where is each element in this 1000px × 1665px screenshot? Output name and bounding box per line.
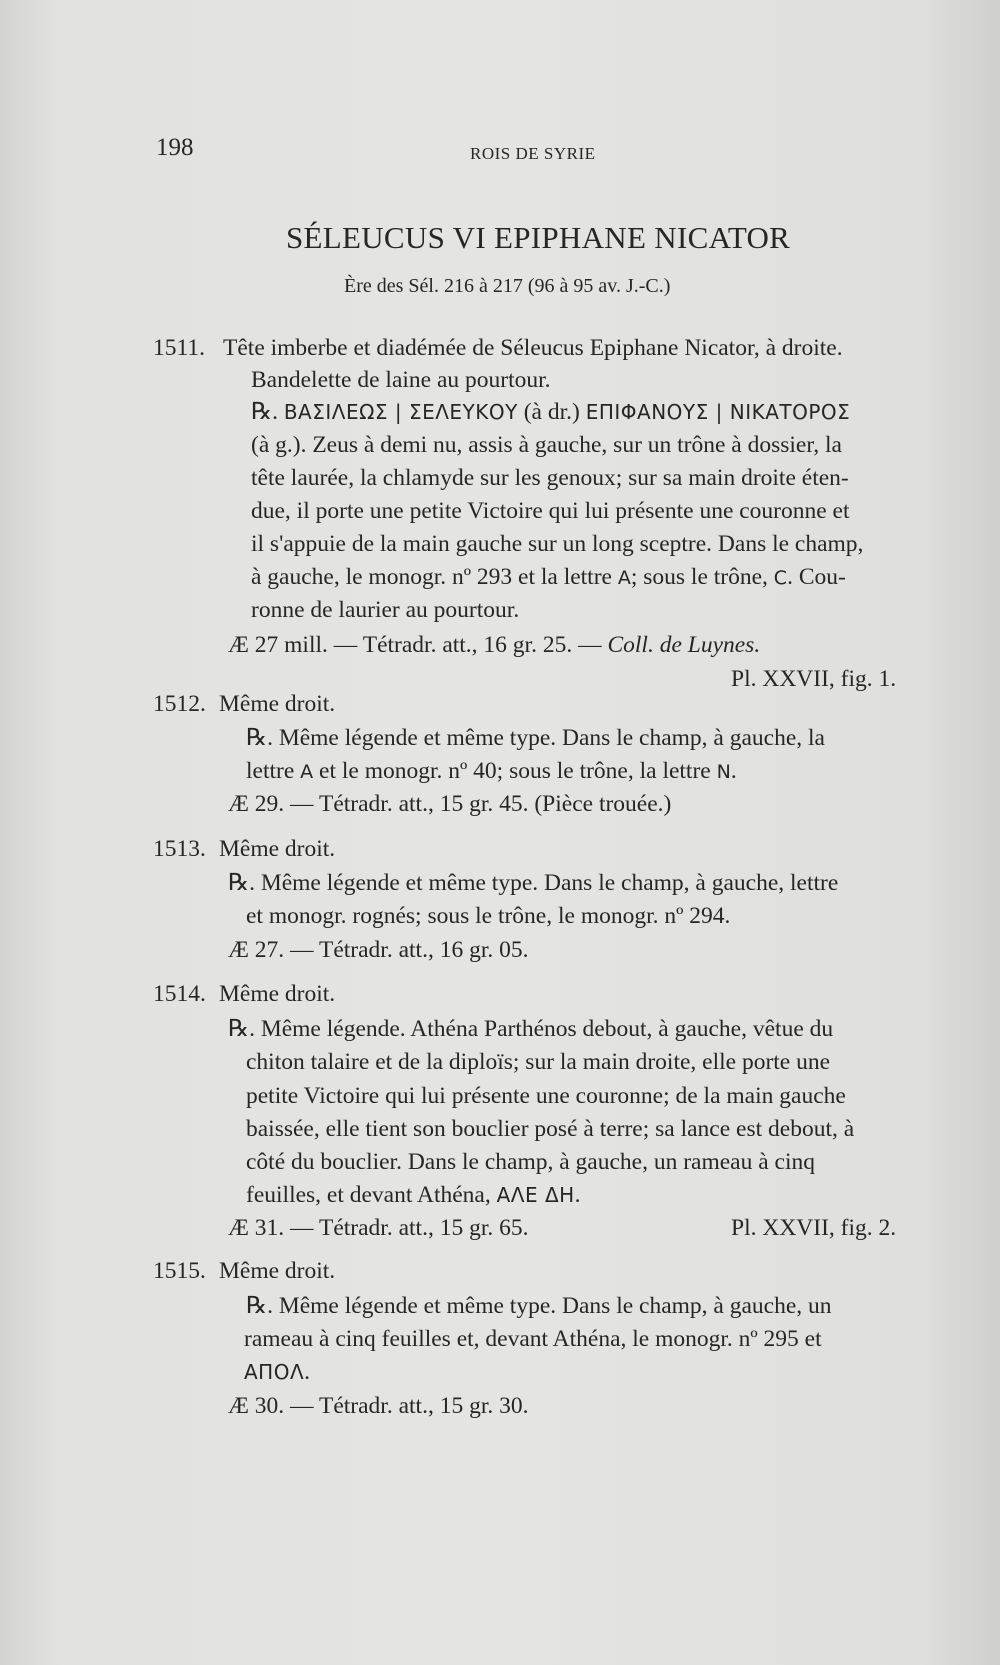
entry-number: 1513. [153, 836, 206, 862]
metal-mark: Æ [228, 1393, 249, 1419]
field-letter: N [716, 761, 731, 783]
entry-number: 1514. [153, 981, 206, 1007]
specs-line: Æ 27. — Tétradr. att., 16 gr. 05. [228, 937, 529, 963]
reverse-line: due, il porte une petite Victoire qui lui présente une couronne et [251, 498, 850, 524]
reverse-line: rameau à cinq feuilles et, devant Athéna, le monogr. nº 295 et [244, 1326, 822, 1352]
reverse-line: tête laurée, la chlamyde sur les genoux; sur sa main droite éten- [251, 465, 849, 491]
field-letter: A [300, 761, 314, 783]
greek-legend: ΒΑΣΙΛΕΩΣ | ΣΕΛΕΥΚΟΥ [283, 400, 518, 424]
field-letter: Ϲ [773, 567, 788, 589]
plate-reference: Pl. XXVII, fig. 1. [731, 666, 897, 692]
greek-legend: ΑΛΕ ΔΗ [496, 1183, 575, 1207]
reverse-legend-line [251, 401, 850, 425]
specs-line: Æ 30. — Tétradr. att., 15 gr. 30. [228, 1393, 529, 1419]
reverse-line: il s'appuie de la main gauche sur un long sceptre. Dans le champ, [251, 531, 864, 557]
reverse-line: chiton talaire et de la diploïs; sur la main droite, elle porte une [246, 1049, 831, 1075]
reverse-line: côté du bouclier. Dans le champ, à gauche, un rameau à cinq [246, 1149, 815, 1175]
section-title: SÉLEUCUS VI EPIPHANE NICATOR [286, 220, 791, 255]
obverse-line: Bandelette de laine au pourtour. [251, 367, 551, 393]
metal-mark: Æ [228, 1215, 249, 1241]
reverse-line: baissée, elle tient son bouclier posé à terre; sa lance est debout, à [246, 1116, 855, 1142]
reverse-line: ℞. Même légende et même type. Dans le champ, à gauche, lettre [228, 870, 839, 896]
obverse-line: Même droit. [219, 981, 336, 1007]
reverse-mark: ℞. [251, 399, 278, 425]
page-number: 198 [156, 134, 194, 161]
obverse-line: Même droit. [219, 1258, 336, 1284]
reverse-line: ΑΠΟΛ. [244, 1359, 311, 1385]
specs-line: Æ 29. — Tétradr. att., 15 gr. 45. (Pièce trouée.) [228, 791, 672, 817]
reverse-mark: ℞. [228, 870, 255, 896]
reverse-line: ℞. Même légende et même type. Dans le champ, à gauche, la [246, 725, 825, 751]
legend-position: (à dr.) [523, 399, 580, 425]
greek-legend: ΑΠΟΛ [244, 1360, 305, 1384]
collection: Coll. de Luynes. [607, 632, 761, 658]
specs-line: Æ 31. — Tétradr. att., 15 gr. 65. [228, 1215, 529, 1241]
obverse-line: Même droit. [219, 836, 336, 862]
running-title: ROIS DE SYRIE [470, 144, 596, 163]
obverse-line: Tête imberbe et diadémée de Séleucus Epiphane Nicator, à droite. [223, 335, 843, 361]
entry-number: 1515. [153, 1258, 206, 1284]
reverse-line: ronne de laurier au pourtour. [251, 597, 520, 623]
reverse-line: ℞. Même légende et même type. Dans le champ, à gauche, un [246, 1293, 832, 1319]
metal-mark: Æ [228, 937, 249, 963]
reverse-mark: ℞. [246, 725, 273, 751]
reverse-line: (à g.). Zeus à demi nu, assis à gauche, sur un trône à dossier, la [251, 432, 842, 458]
specs-line: Æ 27 mill. — Tétradr. att., 16 gr. 25. — Coll. de Luynes. [228, 632, 761, 658]
entry-number: 1511. [153, 335, 206, 361]
reverse-line: petite Victoire qui lui présente une couronne; de la main gauche [246, 1083, 846, 1109]
metal-mark: Æ [228, 791, 249, 817]
reverse-line: feuilles, et devant Athéna, ΑΛΕ ΔΗ. [246, 1182, 581, 1208]
reverse-mark: ℞. [246, 1293, 273, 1319]
field-letter: A [617, 567, 631, 589]
reverse-line: ℞. Même légende. Athéna Parthénos debout, à gauche, vêtue du [228, 1016, 834, 1042]
reverse-mark: ℞. [228, 1016, 255, 1042]
reverse-line: et monogr. rognés; sous le trône, le monogr. nº 294. [246, 903, 731, 929]
greek-legend: ΕΠΙΦΑΝΟΥΣ | ΝΙΚΑΤΟΡΟΣ [585, 400, 851, 424]
reverse-line: à gauche, le monogr. nº 293 et la lettre A; sous le trône, Ϲ. Cou- [251, 564, 846, 590]
era-line: Ère des Sél. 216 à 217 (96 à 95 av. J.-C.) [344, 275, 671, 297]
obverse-line: Même droit. [219, 691, 336, 717]
entry-number: 1512. [153, 691, 206, 717]
metal-mark: Æ [228, 632, 249, 658]
reverse-line: lettre A et le monogr. nº 40; sous le trône, la lettre N. [246, 758, 737, 784]
plate-reference: Pl. XXVII, fig. 2. [731, 1215, 897, 1241]
